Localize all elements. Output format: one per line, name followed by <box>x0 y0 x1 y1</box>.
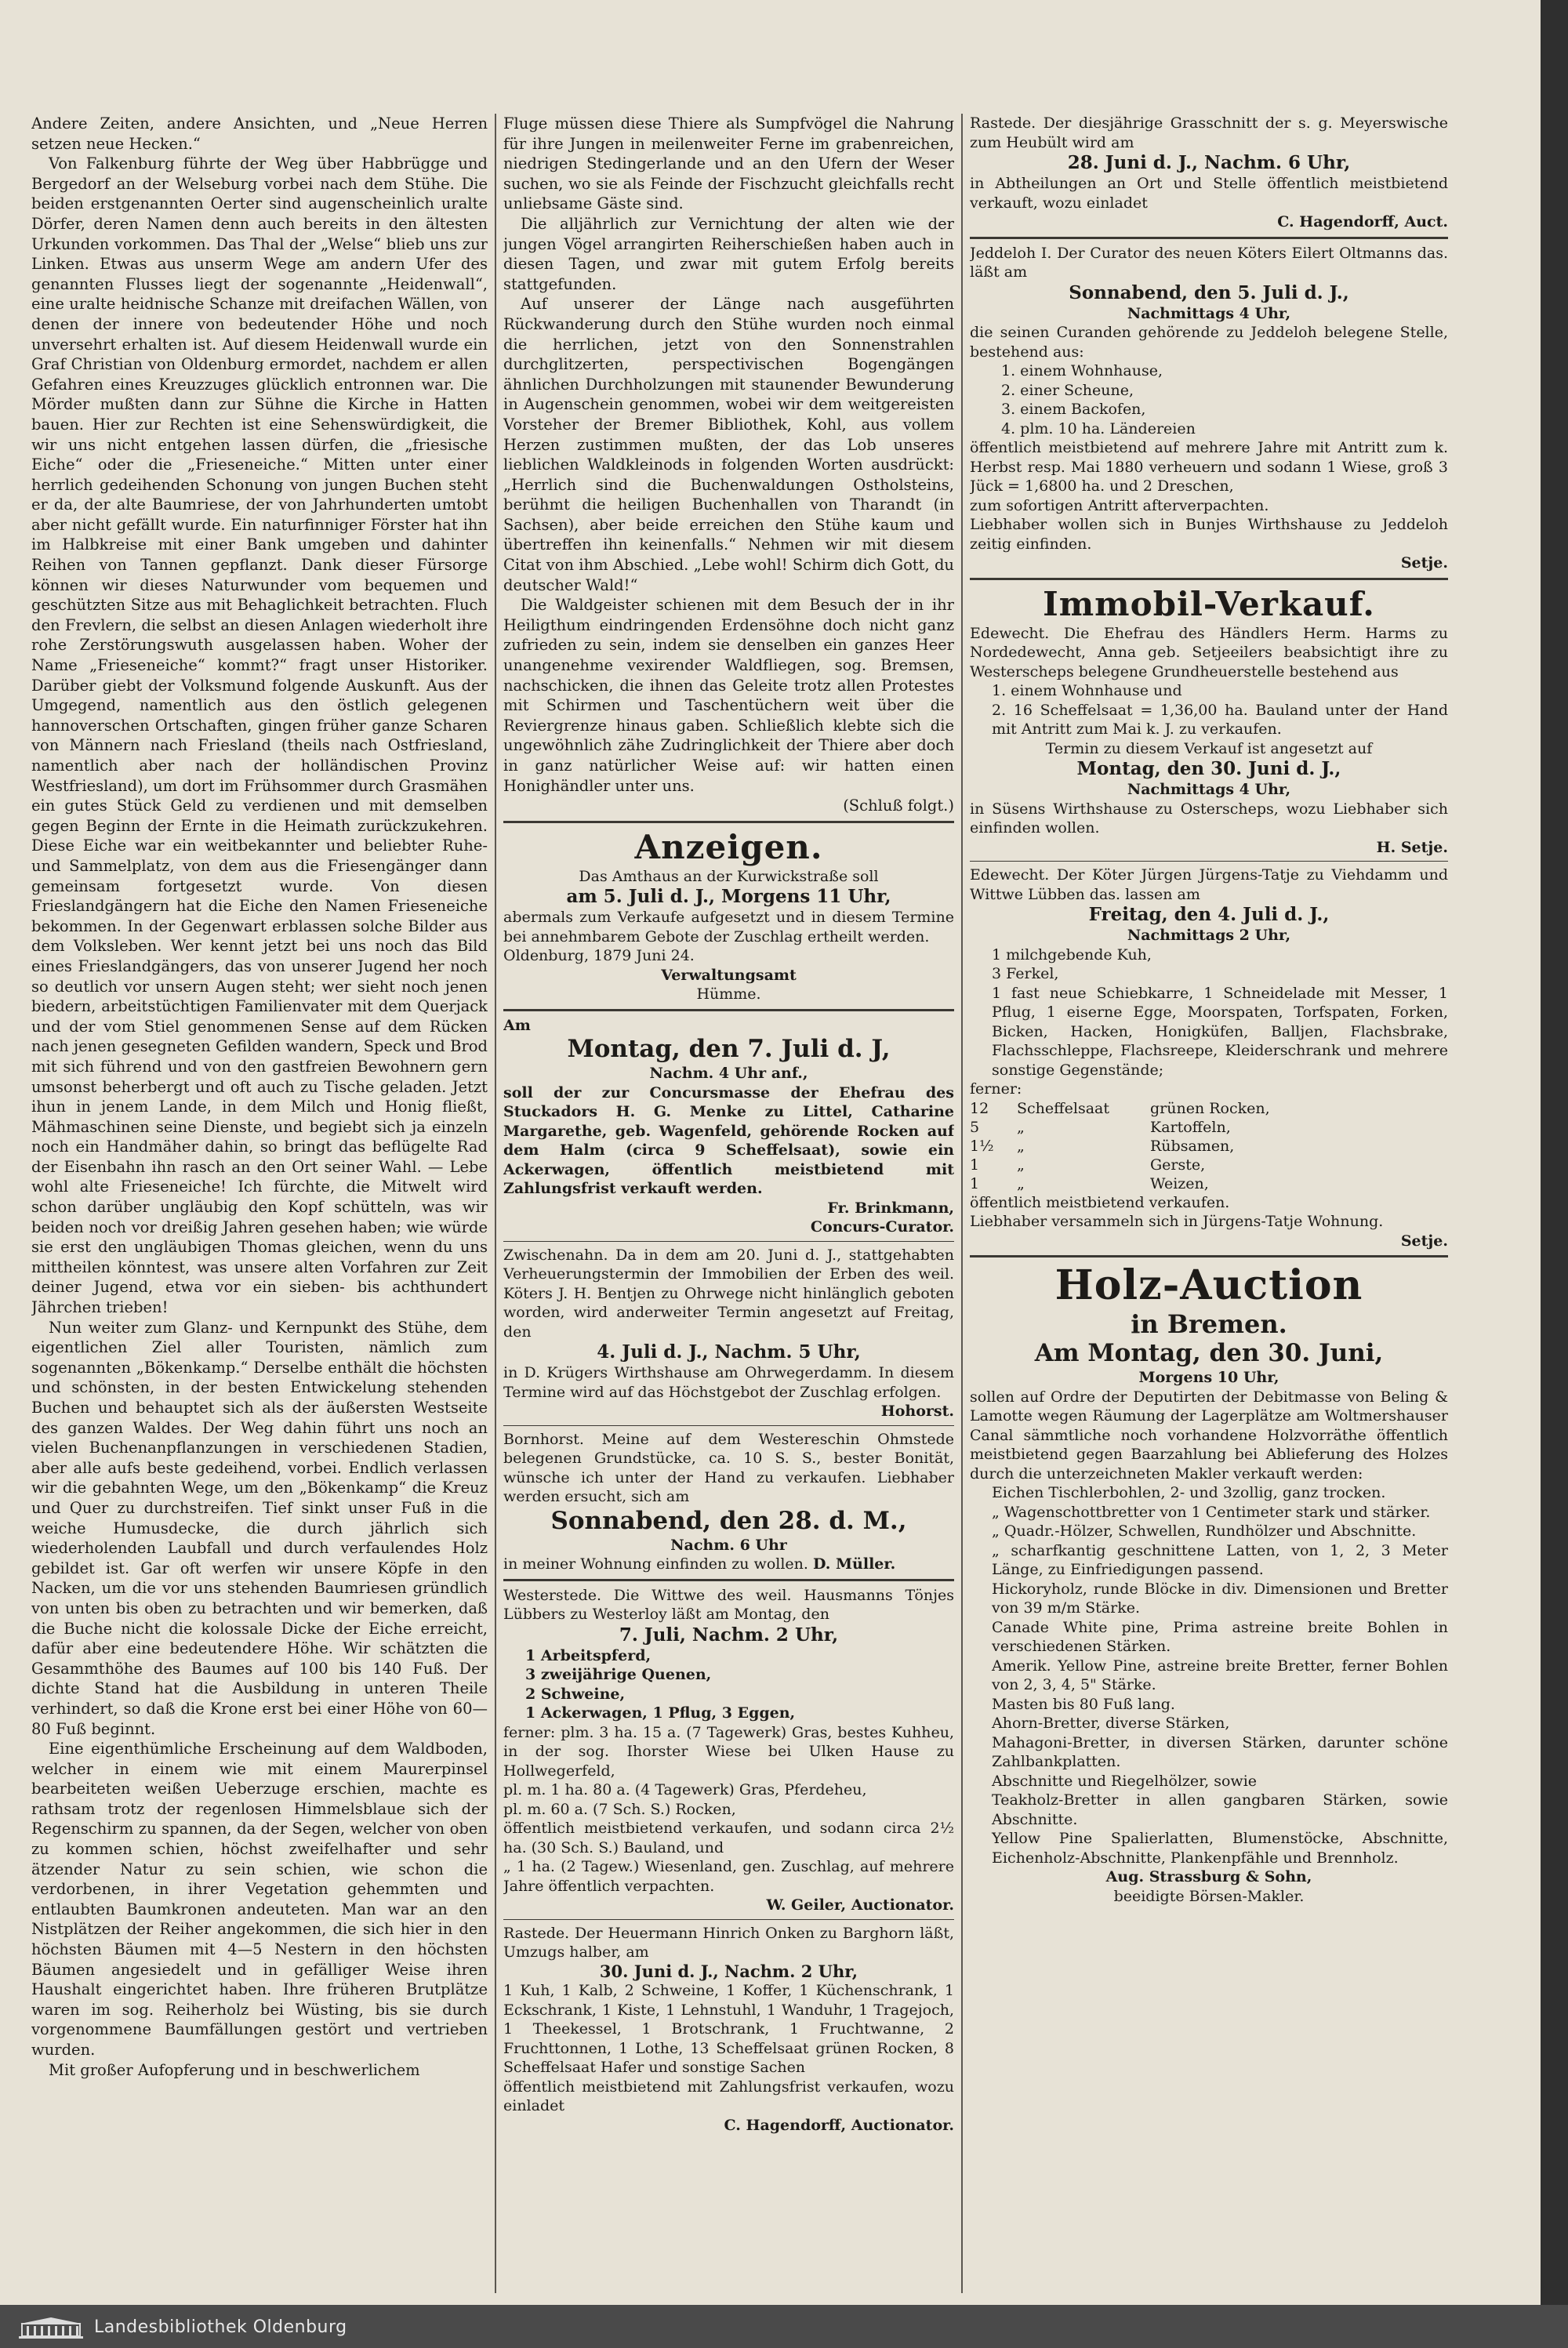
ad-text: öffentlich meistbietend verkaufen. <box>970 1193 1230 1211</box>
ad-item: „ Wagenschottbretter von 1 Centimeter stark und stärker. <box>992 1503 1431 1521</box>
ad-signature: W. Geiler, Auctionator. <box>766 1896 954 1914</box>
divider <box>503 1919 954 1920</box>
divider <box>970 578 1448 580</box>
ad-item: 2 Schweine, <box>525 1685 626 1703</box>
article-continuation <box>503 114 954 816</box>
ad-text: Termin zu diesem Verkauf ist angesetzt auf <box>1045 739 1373 757</box>
ad-text: Westerstede. Die Wittwe des weil. Hausmanns Tönjes Lübbers zu Westerloy läßt am Montag, den <box>503 1586 954 1624</box>
table-cell: Gerste, <box>1150 1156 1206 1174</box>
ad-item: Amerik. Yellow Pine, astreine breite Bretter, ferner Bohlen von 2, 3, 4, 5" Stärke. <box>992 1657 1448 1693</box>
table-cell: 1½ <box>970 1137 994 1155</box>
ad-text: die seinen Curanden gehörende zu Jeddeloh belegene Stelle, bestehend aus: <box>970 324 1448 361</box>
ad-item: Yellow Pine Spalierlatten, Blumenstöcke, Abschnitte, Eichenholz-Abschnitte, Plankenpfähle und Brennholz. <box>992 1830 1448 1867</box>
ad-text: öffentlich meistbietend mit Zahlungsfrist verkaufen, wozu einladet <box>503 2078 954 2115</box>
ad-text: Rastede. Der Heuermann Hinrich Onken zu Barghorn läßt, Umzugs halber, am <box>503 1924 954 1962</box>
ad-signature: Aug. Strassburg & Sohn, <box>1105 1868 1312 1885</box>
ad-text: Liebhaber versammeln sich in Jürgens-Tatje Wohnung. <box>970 1213 1384 1230</box>
ad-immobil-verkauf <box>970 624 1448 858</box>
ad-date: 7. Juli, Nachm. 2 Uhr, <box>619 1624 839 1646</box>
ad-time: Nachmittags 4 Uhr, <box>1127 304 1291 322</box>
ad-time: Morgens 10 Uhr, <box>1138 1369 1279 1386</box>
divider <box>503 821 954 823</box>
ad-text: Rastede. Der diesjährige Grasschnitt der s. g. Meyerswische zum Heubült wird am <box>970 114 1448 151</box>
ad-signature: Setje. <box>1400 1232 1448 1250</box>
divider <box>970 1255 1448 1257</box>
ad-item: Abschnitte und Riegelhölzer, sowie <box>992 1772 1258 1790</box>
ad-text: öffentlich meistbietend auf mehrere Jahre mit Antritt zum k. Herbst resp. Mai 1880 verheuern und sodann 1 Wiese, groß 3 Jück = 1,6800 ha. und 2 Dreschen, <box>970 439 1448 495</box>
ad-item: Ahorn-Bretter, diverse Stärken, <box>992 1715 1230 1732</box>
article-paragraph: Von Falkenburg führte der Weg über Habbrügge und Bergedorf an der Welseburg vorbei nach dem Stühe. Die beiden erstgenannten Oerter sind augenscheinlich uralte Dörfer, deren Namen denn auch bereits in den ältesten Urkunden vorkommen. Das Thal der „Welse“ blieb uns zur Linken. Etwas aus unserm Wege am andern Ufer des genannten Flusses liegt der sogenannte „Heidenwall“, eine uralte heidnische Schanze mit dreifachen Wällen, von denen der innere von bedeutender Höhe und noch unversehrt erhalten ist. Auf diesem Heidenwall wurde ein Graf Christian von Oldenburg ermordet, nachdem er allen Gefahren eines Kreuzzuges glücklich entronnen war. Die Mörder mußten dann zur Sühne die Kirche in Hatten bauen. Hier zur Rechten ist eine Sehenswürdigkeit, die wir uns nicht entgehen lassen dürfen, die „friesische Eiche“ oder die „Frieseneiche.“ Mitten unter einer herrlich gedeihenden Schonung von jungen Buchen steht er da, der alte Baumriese, der von Jahrhunderten umtobt aber nicht gefällt wurde. Ein naturfinniger Förster hat ihn im Halbkreise mit einer Bank umgeben und dahinter Reihen von Tannen gepflanzt. Dank dieser Fürsorge können wir dieses Naturwunder vom bequemen und geschützten Sitze aus mit Behaglichkeit betrachten. Fluch den Frevlern, die selbst an diesen Anlagen wiederholt ihre rohe Zerstörungswuth ausgelassen haben. Woher der Name „Frieseneiche“ kommt?“ fragt unser Historiker. Darüber giebt der Volksmund folgende Auskunft. Aus der Umgegend, namentlich aus den östlich gelegenen hannoverschen Ortschaften, gingen früher ganze Scharen von Männern nach Friesland (theils nach Ostfriesland, namentlich aber nach der holländischen Provinz Westfriesland), um dort im Frühsommer durch Grasmähen ein gutes Stück Geld zu verdienen und mit demselben gegen Beginn der Ernte in die Heimath zurückzukehren. Diese Eiche war ein weitbekannter und beliebter Ruhe- und Sammelplatz, von dem aus die Friesengänger dann gemeinsam fortgesetzt wurde. Von diesen Frieslandgängern hat die Eiche den Namen Frieseneiche bekommen. In der Gegenwart erblassen solche Bilder aus dem Volksleben. Wer kennt jetzt bei uns noch das Bild eines Frieslandgängers, das von unserer Jugend her noch so deutlich vor unsern Augen steht; wer sieht noch jenen biedern, arbeitstüchtigen Familienvater mit dem Querjack und der vom Stiel genommenen Sense auf dem Rücken nach jenen gesegneten Gefilden wandern, Speck und Brod mit sich führend und von den gastfreien Bewohnern gern umsonst beherbergt und oft auch zu Tische geladen. Jetzt ihun in jenem Lande, in dem Milch und Honig fließt, Mähmaschinen seine Dienste, und begiebt sich ja einzeln noch ein Handmäher dahin, so bringt das beflügelte Rad der Eisenbahn ihn rasch an den Ort seiner Wahl. — Lebe wohl alte Frieseneiche! Ich fürchte, die Mitwelt wird schon darüber ungläubig den Kopf schütteln, was wir beiden noch vor dreißig Jahren gesehen haben; wie würde sie erst den ungläubigen Thomas gleichen, wenn du uns mittheilen könntest, was unsere alten Vorfahren zur Zeit deiner Jugend, etwa vor ein sieben- bis achthundert Jährchen trieben! <box>31 154 488 1317</box>
ad-text: in D. Krügers Wirthshause am Ohrwegerdamm. In diesem Termine wird auf das Höchstgebot der Zuschlag erfolgen. <box>503 1364 954 1401</box>
ad-signature: C. Hagendorff, Auctionator. <box>724 2116 954 2134</box>
ad-date: 4. Juli d. J., Nachm. 5 Uhr, <box>597 1341 861 1363</box>
ad-item: „ scharfkantig geschnittene Latten, von 1, 2, 3 Meter Länge, zu Einfriedigungen passend. <box>992 1541 1448 1578</box>
ad-signature: Hohorst. <box>880 1403 954 1421</box>
ad-item: 1. einem Wohnhause, <box>1001 362 1163 379</box>
ad-item: 3 zweijährige Quenen, <box>525 1666 712 1684</box>
ad-time: Nachmittags 2 Uhr, <box>1127 927 1291 944</box>
ad-text: öffentlich meistbietend verkaufen, und sodann circa 2½ ha. (30 Sch. S.) Bauland, und <box>503 1820 954 1856</box>
ad-text: ferner: <box>970 1080 1022 1098</box>
ad-jeddeloh <box>970 244 1448 573</box>
ad-rastede-grasschnitt <box>970 114 1448 232</box>
ad-item: 1 fast neue Schiebkarre, 1 Schneidelade mit Messer, 1 Pflug, 1 eiserne Egge, Moorspaten, Torfspaten, Forken, Bicken, Hacken, Honigküfen, Balljen, Flachsbrake, Flachsschleppe, Flachsreepe, Kleiderschrank und mehrere sonstige Gegenstände; <box>992 984 1448 1079</box>
ad-text: Liebhaber wollen sich in Bunjes Wirthshause zu Jeddeloh zeitig einfinden. <box>970 516 1448 553</box>
holz-auction-subheading: in Bremen. <box>1131 1309 1287 1339</box>
article-paragraph: Fluge müssen diese Thiere als Sumpfvögel die Nahrung für ihre Jungen in meilenweiter Ferne im grabenreichen, niedrigen Stedingerlande und an den Ufern der Weser suchen, wo sie als Feinde der Fischzucht gleichfalls recht unliebsame Gäste sind. <box>503 114 954 213</box>
ad-item: 1. einem Wohnhause und <box>992 682 1182 699</box>
article-paragraph: Nun weiter zum Glanz- und Kernpunkt des Stühe, dem eigentlichen Ziel aller Touristen, nämlich zum sogenannten „Bökenkamp.“ Derselbe enthält die höchsten und schönsten, in der besten Entwickelung stehenden Buchen und behauptet sich als der äußersten Westseite des ganzen Waldes. Der Weg dahin führt uns noch an vielen Buchenanpflanzungen in verschiedenen Stadien, aber alle aufs beste gedeihend, vorbei. Endlich verlassen wir die gebahnten Wege, um den „Bökenkamp“ die Kreuz und Quer zu durchstreifen. Tief sinkt unser Fuß in die weiche Humusdecke, die durch jährlich sich wiederholenden Laubfall und durch verfaulendes Holz gebildet ist. Gar oft werfen wir unsere Köpfe in den Nacken, um die vor uns stehenden Baumriesen gründlich von unten bis oben zu betrachten und wir bemerken, daß die Buche nicht die kolossale Dicke der Eiche erreicht, dafür aber eine bedeutendere Höhe. Wir schätzten die Gesammthöhe des Baumes auf 100 bis 140 Fuß. Der dichte Stand hat die Ausbildung in unteren Theile verhindert, so daß die Krone erst bei einer Höhe von 60—80 Fuß beginnt. <box>31 1318 488 1738</box>
ad-item: Mahagoni-Bretter, in diversen Stärken, darunter schöne Zahlbankplatten. <box>992 1733 1448 1770</box>
library-building-icon <box>17 2316 85 2339</box>
ad-edewecht-tatje <box>970 866 1448 1250</box>
ad-text: in meiner Wohnung einfinden zu wollen. <box>503 1555 808 1573</box>
ad-text: zum sofortigen Antritt afterverpachten. <box>970 496 1269 514</box>
ad-text: Das Amthaus an der Kurwickstraße soll <box>579 867 879 885</box>
divider <box>503 1579 954 1581</box>
ad-item: 2. 16 Scheffelsaat = 1,36,00 ha. Bauland unter der Hand mit Antritt zum Mai k. J. zu verkaufen. <box>992 701 1448 738</box>
ad-signature: Fr. Brinkmann, <box>827 1199 954 1217</box>
table-cell: 1 <box>970 1174 980 1192</box>
ads-heading: Anzeigen. <box>634 827 823 866</box>
divider <box>503 1009 954 1011</box>
ad-role: Concurs-Curator. <box>810 1218 954 1236</box>
column-3 <box>970 114 1448 1906</box>
ad-westerstede <box>503 1586 954 1915</box>
table-cell: Kartoffeln, <box>1150 1118 1231 1136</box>
to-be-continued: (Schluß folgt.) <box>843 797 954 815</box>
table-cell: Scheffelsaat <box>1017 1099 1109 1117</box>
ad-org: Verwaltungsamt <box>661 966 797 984</box>
ad-text: Edewecht. Der Köter Jürgen Jürgens-Tatje zu Viehdamm und Wittwe Lübben das. lassen am <box>970 866 1448 903</box>
ad-signature: Hümme. <box>696 985 761 1003</box>
ad-amthaus <box>503 867 954 1004</box>
ad-date: Montag, den 7. Juli d. J, <box>567 1035 891 1064</box>
ad-date: Montag, den 30. Juni d. J., <box>1076 758 1341 779</box>
article-paragraph: Auf unserer der Länge nach ausgeführten Rückwanderung durch den Stühe wurden noch einmal die herrlichen, jetzt von den Sonnenstrahlen durchglitzerten, perspectivischen Bogengängen ähnlichen Durchholzungen mit staunender Bewunderung in Augenschein genommen, wobei wir dem weitgereisten Vorsteher der Bremer Bibliothek, Kohl, aus vollem Herzen zustimmen mußten, der das Lob unseres lieblichen Waldkleinods in folgenden Worten ausdrückt: „Herrlich sind die Buchenwaldungen Ostholsteins, berühmt die heiligen Buchenhallen von Tharandt (in Sachsen), aber beide erreichen den Stühe kaum und übertreffen ihn keinenfalls.“ Nehmen wir mit diesem Citat von ihm Abschied. „Lebe wohl! Schirm dich Gott, du deutscher Wald!“ <box>503 295 954 594</box>
table-cell: 12 <box>970 1099 989 1117</box>
ad-text: in Süsens Wirthshause zu Osterscheps, wozu Liebhaber sich einfinden wollen. <box>970 800 1448 836</box>
ad-time: Nachm. 4 Uhr anf., <box>649 1065 808 1083</box>
ad-text: abermals zum Verkaufe aufgesetzt und in diesem Termine bei annehmbarem Gebote der Zuschlag ertheilt werden. <box>503 909 954 945</box>
table-cell: Rübsamen, <box>1150 1137 1235 1155</box>
column-rule <box>495 114 496 2293</box>
ad-text: „ 1 ha. (2 Tagew.) Wiesenland, gen. Zuschlag, auf mehrere Jahre öffentlich verpachten. <box>503 1858 954 1895</box>
ad-text: Am <box>503 1016 531 1034</box>
ad-text: sollen auf Ordre der Deputirten der Debitmasse von Beling & Lamotte wegen Räumung der Lagerplätze am Woltmershauser Canal sämmtliche noch vorhandene Holzvorräthe öffentlich meistbietend gegen Baarzahlung bei Ablieferung des Holzes durch die unterzeichneten Makler verkauft werden: <box>970 1388 1448 1482</box>
article-paragraph: Eine eigenthümliche Erscheinung auf dem Waldboden, welcher in einem wie mit einem Maurerpinsel bearbeiteten weißen Ueberzuge erschien, machte es rathsam trotz der regenlosen Himmelsblaue sich der Regenschirm zu spannen, da der Segen, welcher von oben zu kommen schien, höchst zweifelhafter und sehr ätzender Natur zu sein schien, wie schon die verdorbenen, in ihrer Vegetation gehemmten und entlaubten Baumkronen andeuteten. Man war an den Nistplätzen der Reiher angekommen, die sich hier in den höchsten Bäumen mit 4—5 Nestern in den höchsten Bäumen angesiedelt und in gefälliger Weise ihren Haushalt eingerichtet haben. Ihre früheren Brutplätze waren im sog. Reiherholz bei Wüsting, bis sie durch vorgenommene Baumfällungen gestört und vertrieben wurden. <box>31 1740 488 2059</box>
ad-text: pl. m. 1 ha. 80 a. (4 Tagewerk) Gras, Pferdeheu, <box>503 1781 867 1799</box>
column-rule <box>961 114 963 2293</box>
ad-item: 1 Ackerwagen, 1 Pflug, 3 Eggen, <box>525 1704 796 1722</box>
ad-date: Am Montag, den 30. Juni, <box>1034 1339 1384 1367</box>
ad-item: Hickoryholz, runde Blöcke in div. Dimensionen und Bretter von 39 m/m Stärke. <box>992 1580 1448 1617</box>
ad-zwischenahn <box>503 1246 954 1421</box>
ad-item: 1 milchgebende Kuh, <box>992 945 1152 964</box>
ad-signature: C. Hagendorff, Auct. <box>1277 213 1448 230</box>
ad-date: Sonnabend, den 5. Juli d. J., <box>1069 281 1349 303</box>
ad-signature: Setje. <box>1400 554 1448 572</box>
ad-item: 2. einer Scheune, <box>1001 381 1134 399</box>
ad-text: Edewecht. Die Ehefrau des Händlers Herm. Harms zu Nordedewecht, Anna geb. Setjeeilers beabsichtigt ihre zu Westerscheps belegene Grundheuerstelle bestehend aus <box>970 624 1448 680</box>
ad-text: soll der zur Concursmasse der Ehefrau des Stuckadors H. G. Menke zu Littel, Catharine Margarethe, geb. Wagenfeld, gehörende Rocken auf dem Halm (circa 9 Scheffelsaat), sowie ein Ackerwagen, öffentlich meistbietend mit Zahlungsfrist verkauft werden. <box>503 1083 954 1198</box>
ad-item: 3. einem Backofen, <box>1001 401 1146 418</box>
ad-date: Sonnabend, den 28. d. M., <box>550 1506 907 1535</box>
ad-time: Nachmittags 4 Uhr, <box>1127 781 1291 798</box>
library-footer <box>0 2305 1568 2348</box>
ad-item: Canade White pine, Prima astreine breite Bohlen in verschiedenen Stärken. <box>992 1618 1448 1655</box>
ad-item: Masten bis 80 Fuß lang. <box>992 1695 1175 1713</box>
table-row <box>970 1118 1448 1137</box>
library-name: Landesbibliothek Oldenburg <box>94 2317 347 2337</box>
ad-text: Zwischenahn. Da in dem am 20. Juni d. J., stattgehabten Verheuerungstermin der Immobilien der Erben des weil. Köters J. H. Bentjen zu Ohrwege nicht hinlänglich geboten worden, wird anderweiter Termin angesetzt auf Freitag, den <box>503 1246 954 1341</box>
table-row <box>970 1099 1448 1118</box>
table-cell: „ <box>1017 1118 1025 1136</box>
holz-auction-heading: Holz-Auction <box>1054 1261 1363 1309</box>
divider <box>970 237 1448 239</box>
table-row <box>970 1156 1448 1174</box>
divider <box>503 1425 954 1426</box>
ad-bornhorst <box>503 1430 954 1574</box>
article-paragraph: Mit großer Aufopferung und in beschwerlichem <box>49 2060 420 2079</box>
scan-edge <box>1541 0 1568 2348</box>
table-cell: 1 <box>970 1156 980 1174</box>
ad-rastede-onken <box>503 1924 954 2136</box>
table-cell: Weizen, <box>1150 1174 1209 1192</box>
ad-text: Jeddeloh I. Der Curator des neuen Köters Eilert Oltmanns das. läßt am <box>970 244 1448 281</box>
ad-item: 1 Arbeitspferd, <box>525 1646 652 1664</box>
table-cell: „ <box>1017 1174 1025 1192</box>
ad-text: 1 Kuh, 1 Kalb, 2 Schweine, 1 Koffer, 1 Küchenschrank, 1 Eckschrank, 1 Kiste, 1 Lehnstuhl, 1 Wanduhr, 1 Tragejoch, 1 Theekessel, 1 Brotschrank, 1 Fruchtwanne, 2 Fruchttonnen, 1 Lothe, 13 Scheffelsaat grünen Rocken, 8 Scheffelsaat Hafer und sonstige Sachen <box>503 1982 954 2077</box>
table-cell: „ <box>1017 1156 1025 1174</box>
immobil-heading: Immobil-Verkauf. <box>1043 584 1375 623</box>
ad-item: „ Quadr.-Hölzer, Schwellen, Rundhölzer und Abschnitte. <box>992 1522 1417 1540</box>
article-paragraph: Andere Zeiten, andere Ansichten, und „Neue Herren setzen neue Hecken.“ <box>31 114 488 153</box>
ad-text: ferner: plm. 3 ha. 15 a. (7 Tagewerk) Gras, bestes Kuhheu, in der sog. Ihorster Wiese bei Ulken Hause zu Hollwegerfeld, <box>503 1723 954 1780</box>
ad-item: Eichen Tischlerbohlen, 2- und 3zollig, ganz trocken. <box>992 1484 1386 1501</box>
ad-role: beeidigte Börsen-Makler. <box>1113 1887 1305 1905</box>
table-cell: „ <box>1017 1137 1025 1155</box>
ad-text: pl. m. 60 a. (7 Sch. S.) Rocken, <box>503 1800 736 1818</box>
crop-table <box>970 1099 1448 1193</box>
table-row <box>970 1174 1448 1193</box>
article-paragraph: Die Waldgeister schienen mit dem Besuch der in ihr Heiligthum eindringenden Erdensöhne doch nicht ganz zufrieden zu sein, indem sie denselben ein ganzes Heer unangenehme vexirender Waldfliegen, sog. Bremsen, nachschicken, die ihnen das Geleite trotz allen Protestes mit Schirmen und Taschentüchern weit über die Reviergrenze hinaus gaben. Schließlich klebte sich die ungewöhnlich zähe Zudringlichkeit der Thiere aber doch in ganz natürlicher Weise auf: wir hatten einen Honighändler unter uns. <box>503 596 954 795</box>
table-row <box>970 1137 1448 1156</box>
ad-signature: H. Setje. <box>1376 838 1448 856</box>
divider <box>970 861 1448 862</box>
article-column-1 <box>31 114 488 2080</box>
ad-place: Oldenburg, 1879 Juni 24. <box>503 947 695 965</box>
ad-text: in Abtheilungen an Ort und Stelle öffentlich meistbietend verkauft, wozu einladet <box>970 175 1448 212</box>
ad-signature: D. Müller. <box>812 1555 896 1573</box>
ad-item: Teakholz-Bretter in allen gangbaren Stärken, sowie Abschnitte. <box>992 1791 1448 1828</box>
ad-date: 30. Juni d. J., Nachm. 2 Uhr, <box>599 1961 858 1981</box>
article-paragraph: Die alljährlich zur Vernichtung der alten wie der jungen Vögel arrangirten Reiherschießen haben auch in diesen Tagen, und zwar mit gutem Erfolg bereits stattgefunden. <box>503 214 954 293</box>
divider <box>503 1241 954 1242</box>
ad-date: 28. Juni d. J., Nachm. 6 Uhr, <box>1067 152 1351 173</box>
table-cell: grünen Rocken, <box>1150 1099 1270 1117</box>
ad-holz-auction <box>970 1339 1448 1906</box>
ad-concurs <box>503 1016 954 1237</box>
ad-item: 3 Ferkel, <box>992 965 1059 982</box>
table-cell: 5 <box>970 1118 980 1136</box>
ad-date: am 5. Juli d. J., Morgens 11 Uhr, <box>566 886 891 908</box>
ad-time: Nachm. 6 Uhr <box>670 1536 787 1554</box>
ad-text: Bornhorst. Meine auf dem Westereschin Ohmstede belegenen Grundstücke, ca. 10 S. S., bester Bonität, wünsche ich unter der Hand zu verkaufen. Liebhaber werden ersucht, sich am <box>503 1430 954 1506</box>
ad-date: Freitag, den 4. Juli d. J., <box>1088 904 1330 925</box>
ad-item: 4. plm. 10 ha. Ländereien <box>1001 419 1196 437</box>
column-2 <box>503 114 954 2135</box>
